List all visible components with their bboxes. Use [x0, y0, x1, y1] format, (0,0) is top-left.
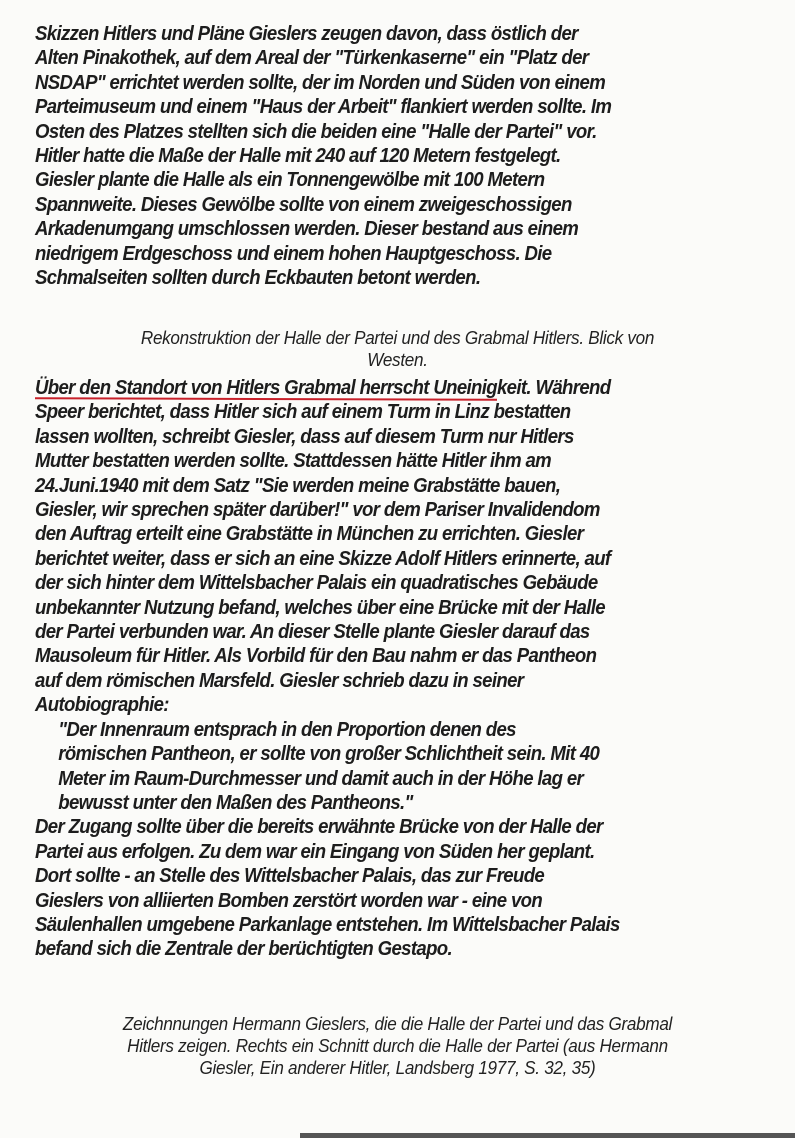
- text-line: Schmalseiten sollten durch Eckbauten betont werden.: [35, 267, 481, 290]
- text-line: niedrigem Erdgeschoss und einem hohen Hauptgeschoss. Die: [35, 242, 552, 265]
- text-line: NSDAP" errichtet werden sollte, der im Norden und Süden von einem: [35, 71, 606, 94]
- text-line: Mutter bestatten werden sollte. Stattdessen hätte Hitler ihm am: [35, 450, 552, 473]
- text-line: Alten Pinakothek, auf dem Areal der "Türkenkaserne" ein "Platz der: [35, 47, 589, 70]
- text-line: Säulenhallen umgebene Parkanlage entstehen. Im Wittelsbacher Palais: [35, 913, 620, 936]
- text-line: Mausoleum für Hitler. Als Vorbild für den Bau nahm er das Pantheon: [35, 645, 597, 668]
- quote-line: bewusst unter den Maßen des Pantheons.": [58, 791, 413, 814]
- quote-line: "Der Innenraum entsprach in den Proportion denen des: [58, 718, 516, 741]
- text-line: Giesler plante die Halle als ein Tonnengewölbe mit 100 Metern: [35, 169, 545, 192]
- text-line: Osten des Platzes stellten sich die beiden eine "Halle der Partei" vor.: [35, 120, 597, 143]
- text-line: auf dem römischen Marsfeld. Giesler schrieb dazu in seiner: [35, 669, 524, 692]
- text-line: Speer berichtet, dass Hitler sich auf einem Turm in Linz bestatten: [35, 401, 571, 424]
- text-line: Parteimuseum und einem "Haus der Arbeit" flankiert werden sollte. Im: [35, 96, 612, 119]
- caption-reconstruction: [0, 327, 795, 371]
- caption-line: Rekonstruktion der Halle der Partei und des Grabmal Hitlers. Blick von: [140, 328, 655, 348]
- text-line: Giesler, wir sprechen später darüber!" vor dem Pariser Invalidendom: [35, 499, 600, 522]
- paragraph-1: [35, 22, 655, 290]
- text-line: Über den Standort von Hitlers Grabmal herrscht Uneinigkeit. Während: [35, 377, 611, 399]
- text-line: befand sich die Zentrale der berüchtigten Gestapo.: [35, 938, 453, 961]
- text-line: Gieslers von alliierten Bomben zerstört worden war - eine von: [35, 889, 543, 912]
- text-line: Skizzen Hitlers und Pläne Gieslers zeugen davon, dass östlich der: [35, 23, 578, 45]
- text-line: lassen wollten, schreibt Giesler, dass auf diesem Turm nur Hitlers: [35, 425, 574, 448]
- text-line: Partei aus erfolgen. Zu dem war ein Eingang von Süden her geplant.: [35, 840, 595, 863]
- caption-drawings: [0, 1013, 795, 1079]
- quote-line: römischen Pantheon, er sollte von großer Schlichtheit sein. Mit 40: [58, 743, 600, 766]
- text-line: der sich hinter dem Wittelsbacher Palais ein quadratisches Gebäude: [35, 572, 598, 595]
- quote-line: Meter im Raum-Durchmesser und damit auch in der Höhe lag er: [58, 767, 584, 790]
- text-line: 24.Juni.1940 mit dem Satz "Sie werden meine Grabstätte bauen,: [35, 474, 561, 497]
- text-line: berichtet weiter, dass er sich an eine Skizze Adolf Hitlers erinnerte, auf: [35, 547, 611, 570]
- scan-edge: [300, 1133, 795, 1138]
- text-line: Spannweite. Dieses Gewölbe sollte von einem zweigeschossigen: [35, 193, 572, 216]
- caption-line: Hitlers zeigen. Rechts ein Schnitt durch die Halle der Partei (aus Hermann: [127, 1036, 668, 1056]
- text-line: Arkadenumgang umschlossen werden. Dieser bestand aus einem: [35, 218, 579, 241]
- text-line: Dort sollte - an Stelle des Wittelsbacher Palais, das zur Freude: [35, 865, 545, 888]
- text-line: der Partei verbunden war. An dieser Stelle plante Giesler darauf das: [35, 621, 590, 644]
- text-line: Hitler hatte die Maße der Halle mit 240 auf 120 Metern festgelegt.: [35, 145, 561, 168]
- caption-line: Giesler, Ein anderer Hitler, Landsberg 1977, S. 32, 35): [199, 1058, 596, 1078]
- text-line: Autobiographie:: [35, 694, 169, 717]
- text-line: den Auftrag erteilt eine Grabstätte in München zu errichten. Giesler: [35, 523, 584, 546]
- paragraph-2: [35, 376, 664, 962]
- text-line: unbekannter Nutzung befand, welches über eine Brücke mit der Halle: [35, 596, 605, 619]
- caption-line: Westen.: [367, 350, 428, 370]
- text-line: Der Zugang sollte über die bereits erwähnte Brücke von der Halle der: [35, 816, 603, 839]
- caption-line: Zeichnnungen Hermann Gieslers, die die Halle der Partei und das Grabmal: [122, 1014, 673, 1034]
